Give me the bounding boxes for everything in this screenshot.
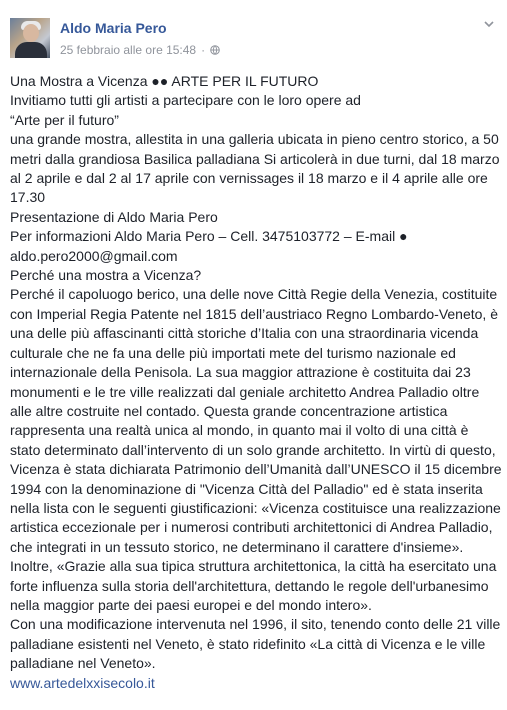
website-link[interactable]: www.artedelxxisecolo.it xyxy=(10,674,155,691)
globe-icon[interactable] xyxy=(210,45,220,55)
author-name-link[interactable]: Aldo Maria Pero xyxy=(60,20,167,36)
post-body xyxy=(10,72,502,693)
avatar[interactable] xyxy=(10,18,50,58)
post-timestamp[interactable]: 25 febbraio alle ore 15:48 xyxy=(60,43,197,57)
meta-separator: · xyxy=(201,43,206,57)
post-meta xyxy=(60,43,220,57)
post-text: Una Mostra a Vicenza ●● ARTE PER IL FUTURO Invitiamo tutti gli artisti a partecipare con le loro opere ad “Arte per il futuro” una grande mostra, allestita in una galleria ubicata in pieno centro storico, a 50 metri dalla grandiosa Basilica palladiana Si articolerà in due turni, dal 18 marzo al 2 aprile e dal 2 al 17 aprile con vernissages il 18 marzo e il 4 aprile alle ore 17.30 Presentazione di Aldo Maria Pero Per informazioni Aldo Maria Pero – Cell. 3475103772 – E-mail ● aldo.pero2000@gmail.com Perché una mostra a Vicenza? Perché il capoluogo berico, una delle nove Città Regie della Venezia, costituite con Imperial Regia Patente nel 1815 dell’austriaco Regno Lombardo-Veneto, è una delle più affascinanti città storiche d’Italia con una straordinaria vicenda culturale che ne fa una delle più importati mete del turismo nazionale ed internazionale della Penisola. La sua maggior attrazione è costituita dai 23 monumenti e le tre ville realizzati dal geniale architetto Andrea Palladio oltre alle altre costruite nel contado. Questa grande concentrazione artistica rappresenta una realtà unica al mondo, in quanto mai il volto di una città è stato determinato dall’intervento di un solo grande architetto. In virtù di questo, Vicenza è stata dichiarata Patrimonio dell’Umanità dall’UNESCO il 15 dicembre 1994 con la denominazione di "Vicenza Città del Palladio" ed è stata inserita nella lista con le seguenti giustificazioni: «Vicenza costituisce una realizzazione artistica eccezionale per i numerosi contributi architettonici di Andrea Palladio, che integrati in un tessuto storico, ne determinano il carattere d'insieme». Inoltre, «Grazie alla sua tipica struttura architettonica, la città ha esercitato una forte influenza sulla storia dell'architettura, dettando le regole dell'urbanesimo nella maggior parte dei paesi europei e del mondo intero». Con una modificazione intervenuta nel 1996, il sito, tenendo conto delle 21 ville palladiane esistenti nel Veneto, è stato ridefinito «La città di Vicenza e le ville palladiane nel Veneto». xyxy=(10,73,502,672)
chevron-down-icon[interactable] xyxy=(483,18,495,30)
